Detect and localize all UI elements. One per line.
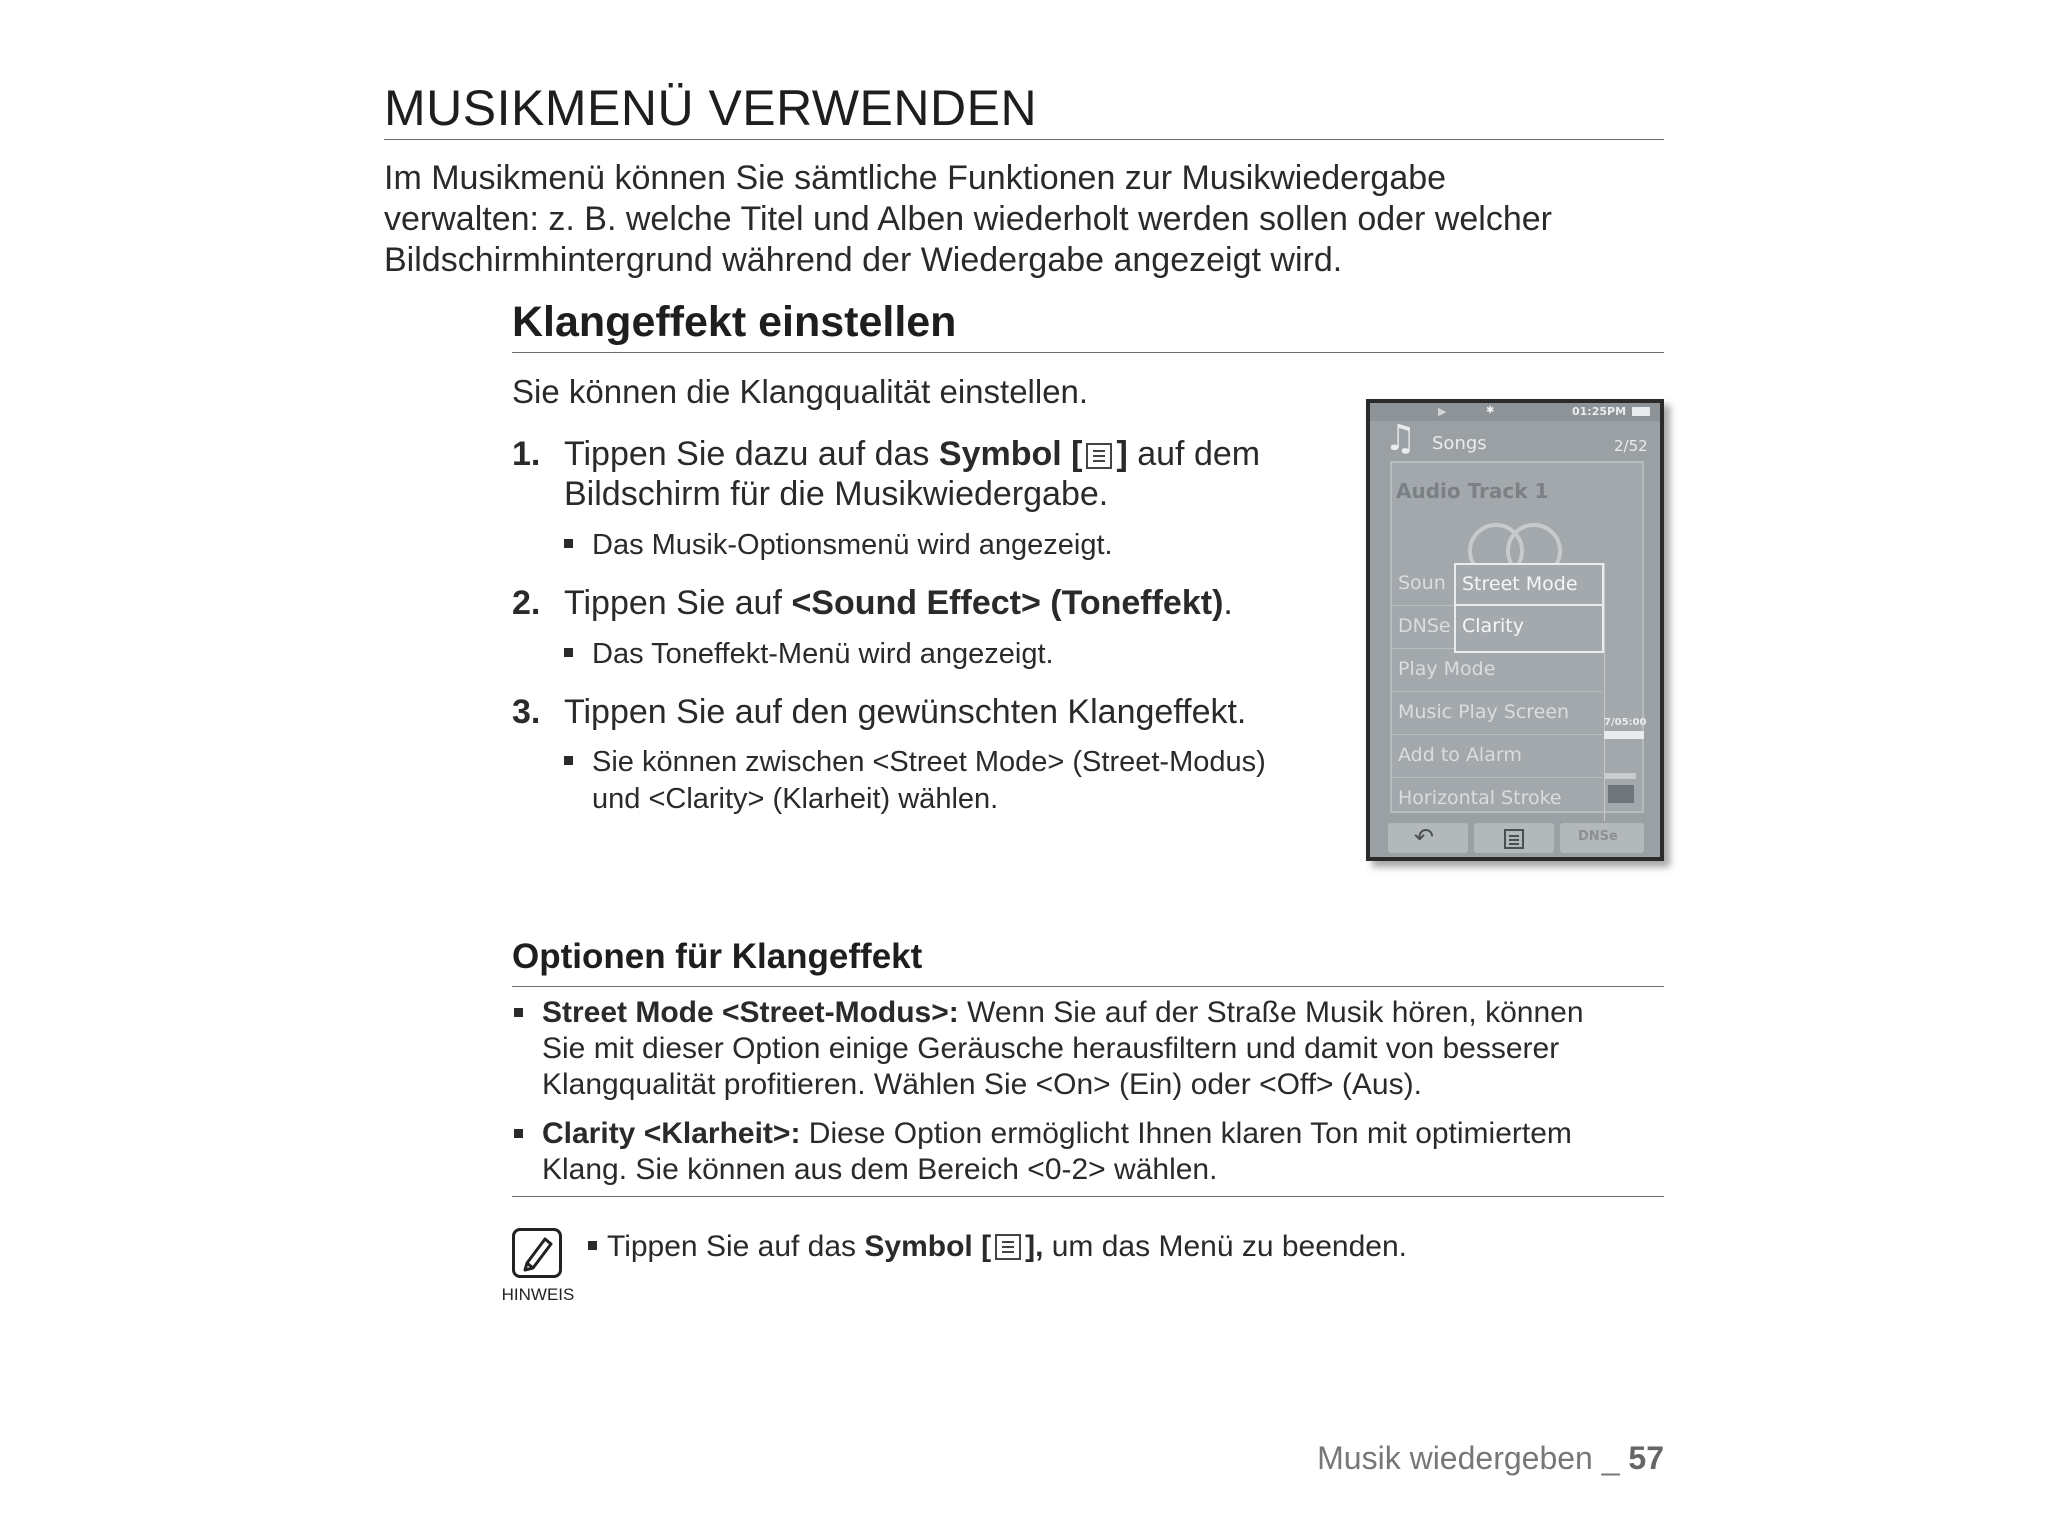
device-screenshot <box>1366 399 1664 861</box>
bullet-square <box>514 1008 523 1017</box>
note-pencil-icon <box>512 1228 562 1278</box>
bullet-square <box>564 539 573 548</box>
step-text: Tippen Sie auf den gewünschten Klangeffekt. <box>564 693 1247 731</box>
progress-time: 7/05:00 <box>1604 717 1647 728</box>
intro-line: Bildschirmhintergrund während der Wiedergabe angezeigt wird. <box>384 241 1343 279</box>
note-label: HINWEIS <box>501 1285 575 1304</box>
battery-icon <box>1632 407 1650 416</box>
menu-button[interactable] <box>1474 823 1554 853</box>
footer-section: Musik wiedergeben _ <box>1317 1440 1629 1476</box>
dnse-button[interactable]: DNSe <box>1560 823 1644 853</box>
back-arrow-icon: ↶ <box>1414 823 1435 851</box>
music-note-icon: ♫ <box>1384 418 1417 459</box>
options-rule <box>512 986 1664 987</box>
volume-bar <box>1604 773 1636 779</box>
menu-icon <box>995 1234 1021 1260</box>
step-number: 3. <box>512 693 541 731</box>
bullet-square <box>514 1129 523 1138</box>
menu-item-horizontal-stroke[interactable]: Horizontal Stroke <box>1398 787 1562 809</box>
note-text: Tippen Sie auf das Symbol [ ], um das Menü zu beenden. <box>588 1228 1407 1266</box>
bullet-square <box>564 648 573 657</box>
section-lead: Sie können die Klangqualität einstellen. <box>512 373 1089 410</box>
track-count: 2/52 <box>1614 437 1648 455</box>
controls-icon <box>1608 785 1634 803</box>
intro-paragraph <box>384 158 1684 281</box>
step-number: 1. <box>512 435 541 473</box>
intro-line: Im Musikmenü können Sie sämtliche Funktionen zur Musikwiedergabe <box>384 159 1447 197</box>
popup-item-clarity[interactable]: Clarity <box>1462 615 1524 637</box>
menu-item-dnse[interactable]: DNSe <box>1390 606 1602 649</box>
options-title: Optionen für Klangeffekt <box>512 937 923 976</box>
step-text: Tippen Sie dazu auf das Symbol [ ] auf dem <box>564 435 1261 473</box>
track-title: Audio Track 1 <box>1396 479 1549 503</box>
progress-bar <box>1604 731 1644 739</box>
status-time: 01:25PM <box>1572 405 1627 418</box>
menu-item-music-play-screen[interactable]: Music Play Screen <box>1390 692 1602 735</box>
section-title: Klangeffekt einstellen <box>512 298 957 346</box>
popup-item-street-mode[interactable]: Street Mode <box>1456 565 1602 606</box>
step-number: 2. <box>512 584 541 622</box>
menu-item-sound-effect[interactable]: Soun <box>1390 563 1602 606</box>
intro-line: verwalten: z. B. welche Titel und Alben wiederholt werden sollen oder welcher <box>384 200 1552 238</box>
step-text-line2: Bildschirm für die Musikwiedergabe. <box>564 475 1109 513</box>
options-bottom-rule <box>512 1196 1664 1197</box>
page-number: 57 <box>1628 1440 1664 1476</box>
menu-item-play-mode[interactable]: Play Mode <box>1390 649 1602 692</box>
play-status-icon: ▶ <box>1438 405 1447 418</box>
bluetooth-icon: ✱ <box>1486 405 1495 416</box>
title-rule <box>384 139 1664 140</box>
bullet-square <box>564 756 573 765</box>
page-title: MUSIKMENÜ VERWENDEN <box>384 80 1038 136</box>
step-text: Tippen Sie auf <Sound Effect> (Toneffekt). <box>564 584 1233 622</box>
section-rule <box>512 352 1664 353</box>
songs-label: Songs <box>1432 433 1487 454</box>
device-screen <box>1370 403 1660 857</box>
back-button[interactable] <box>1388 823 1468 853</box>
menu-icon <box>1086 443 1112 469</box>
menu-item-add-to-alarm[interactable]: Add to Alarm <box>1390 735 1602 778</box>
page-footer <box>1317 1440 1664 1477</box>
bullet-square <box>588 1241 597 1250</box>
